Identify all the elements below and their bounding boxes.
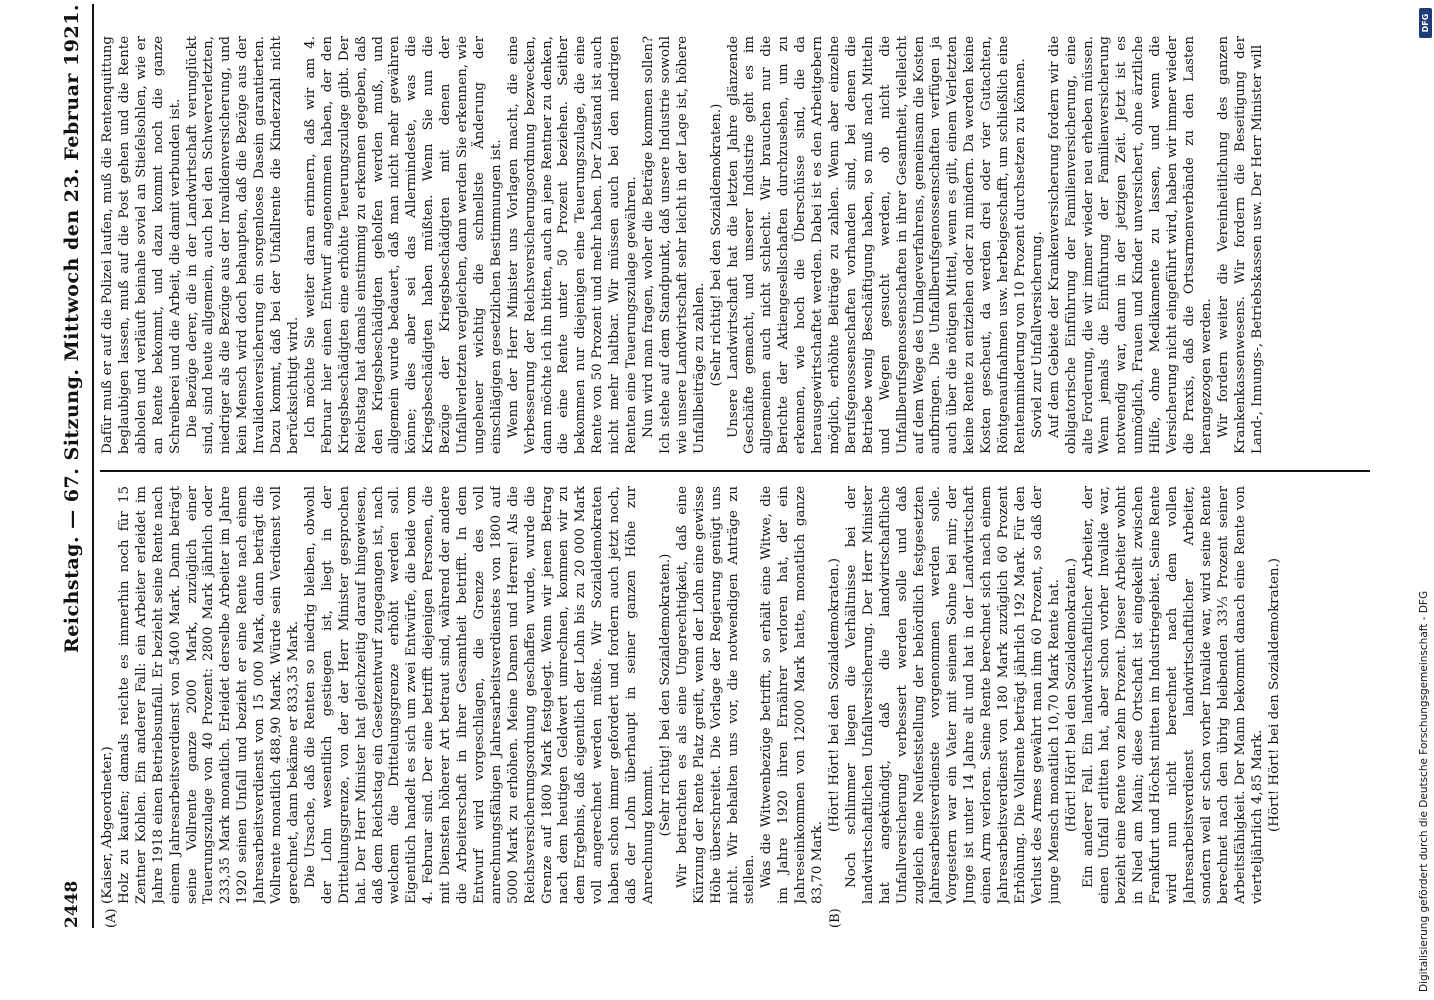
paragraph: Was die Witwenbezüge betrifft, so erhält eine Witwe, die im Jahre 1920 ihren Ernährer verloren hat, der ein Jahreseinkommen von 12000 Mark hatte, monatlich ganze 83,70 Mark. [759, 486, 826, 904]
paragraph: Die Ursache, daß die Renten so niedrig bleiben, obwohl der Lohn wesentlich gestiegen ist, liegt in der Drittelungsgrenze, von der der Herr Minister gesprochen hat. Der Herr Minister hat gleichzeitig darauf hingewiesen, daß dem Reichstag ein Gesetzentwurf zugegangen ist, nach welchem die Drittelungsgrenze erhöht werden soll. Eigentlich handelt es sich um zwei Entwürfe, die beide vom 4. Februar sind. Der eine betrifft diejenigen Personen, die mit Diensten höherer Art betraut sind, während der andere die Arbeiterschaft in ihrer Gesamtheit betrifft. In dem Entwurf wird vorgeschlagen, die Grenze des voll anrechnungsfähigen Jahresarbeitsverdienstes von 1800 auf 5000 Mark zu erhöhen. Meine Damen und Herren! Als die Reichsversicherungsordnung geschaffen wurde, wurde die Grenze auf 1800 Mark festgelegt. Wenn wir jenen Betrag nach dem heutigen Geldwert umrechnen, kommen wir zu dem Ergebnis, daß eigentlich der Lohn bis zu 20 000 Mark voll angerechnet werden müßte. Wir Sozialdemokraten haben schon immer gefordert und fordern auch jetzt noch, daß der Lohn überhaupt in seiner ganzen Höhe zur Anrechnung kommt. [302, 486, 656, 904]
column-divider [100, 471, 1370, 473]
page-header [52, 4, 94, 928]
paragraph: Unsere Landwirtschaft hat die letzten Jahre glänzende Geschäfte gemacht, und unserer Industrie geht es im allgemeinen auch nicht schlecht. Wir brauchen nur die Berichte der Aktiengesellschaften durchzusehen, um zu erkennen, wie hoch die Überschüsse sind, die da herausgewirtschaftet werden. Dabei ist es den Arbeitgebern möglich, erhöhte Beiträge zu zahlen. Wenn aber einzelne Berufsgenossenschaften vorhanden sind, bei denen die Betriebe wenig Beschäftigung haben, so muß nach Mitteln und Wegen gesucht werden, ob nicht die Unfallberufsgenossenschaften in ihrer Gesamtheit, vielleicht auf dem Wege des Umlageverfahrens, gemeinsam die Kosten aufbringen. Die Unfallberufsgenossenschaften verfügen ja auch über die nötigen Mittel, wenn es gilt, einem Verletzten keine Rente zu entziehen oder zu mindern. Da werden keine Kosten gescheut, da werden drei oder vier Gutachten, Röntgenaufnahmen usw. herbeigeschafft, um schließlich eine Rentenminderung von 10 Prozent durchsetzen zu können. [725, 36, 1028, 454]
margin-mark-a: (A) [104, 908, 119, 928]
interjection: (Hört! Hört! bei den Sozialdemokraten.) [1266, 558, 1282, 832]
paragraph: Ein anderer Fall. Ein landwirtschaftlicher Arbeiter, der einen Unfall erlitten hat, aber schon vorher Invalide war, bezieht eine Rente von zehn Prozent. Dieser Arbeiter wohnt in Nied am Main; diese Ortschaft ist eingekeilt zwischen Frankfurt und Höchst mitten im Industriegebiet. Seine Rente wird nun nicht berechnet nach dem vollen Jahresarbeitsverdienst landwirtschaftlicher Arbeiter, sondern weil er schon vorher Invalide war, wird seine Rente berechnet nach den übrig bleibenden 33⅓ Prozent seiner Arbeitsfähigkeit. Der Mann bekommt danach eine Rente von vierteljährlich 4,85 Mark. [1080, 486, 1265, 904]
running-title: Reichstag. — 67. Sitzung. Mittwoch den 23. Februar 1921. [61, 4, 83, 654]
paragraph: Dafür muß er auf die Polizei laufen, muß die Rentenquittung beglaubigen lassen, muß auf die Post gehen und die Rente abholen und verläuft beinahe soviel an Stiefelsohlen, wie er an Rente bekommt, und dazu kommt noch die ganze Schreiberei und die Arbeit, die damit verbunden ist. [100, 36, 183, 454]
paragraph: Ich möchte Sie weiter daran erinnern, daß wir am 4. Februar hier einen Entwurf angenommen haben, der den Kriegsbeschädigten eine erhöhte Teuerungszulage gibt. Der Reichstag hat damals einstimmig zu erkennen gegeben, daß den Kriegsbeschädigten geholfen werden muß, und allgemein wurde bedauert, daß man nicht mehr gewähren könne; dies aber sei das Allermindeste, was die Kriegsbeschädigten haben müßten. Wenn Sie nun die Bezüge der Kriegsbeschädigten mit denen der Unfallverletzten vergleichen, dann werden Sie erkennen, wie ungeheuer wichtig die schnellste Änderung der einschlägigen gesetzlichen Bestimmungen ist. [302, 36, 504, 454]
digitization-text: Digitalisierung gefördert durch die Deutsche Forschungsgemeinschaft - DFG [1418, 590, 1430, 992]
interjection: (Hört! Hört! bei den Sozialdemokraten.) [1063, 558, 1079, 832]
margin-mark-b: (B) [828, 908, 843, 928]
right-column [100, 36, 1380, 454]
paragraph: Nun wird man fragen, woher die Beträge kommen sollen? Ich stehe auf dem Standpunkt, daß unsere Industrie sowohl wie unsere Landwirtschaft sehr leicht in der Lage ist, höhere Unfallbeiträge zu zahlen. [641, 36, 707, 454]
interjection: (Hört! Hört! bei den Sozialdemokraten.) [826, 558, 842, 832]
paragraph: Auf dem Gebiete der Krankenversicherung fordern wir die obligatorische Einführung der Familienversicherung, eine alte Forderung, die wir immer wieder neu erheben müssen. Wenn jemals die Einführung der Familienversicherung notwendig war, dann in der jetzigen Zeit. Jetzt ist es unmöglich, Frauen und Kinder unversichert, ohne ärztliche Hilfe, ohne Medikamente zu lassen, und wenn die Versicherung nicht eingeführt wird, haben wir immer wieder die Praxis, daß die Ortsarmenverbände zu den Lasten herangezogen werden. [1046, 36, 1214, 454]
paragraph: Holz zu kaufen; damals reichte es immerhin noch für 15 Zentner Kohlen. Ein anderer Fall: ein Arbeiter erleidet im Jahre 1918 einen Betriebsunfall. Er bezieht seine Rente nach einem Jahresarbeitsverdienst von 5400 Mark. Dann beträgt seine Vollrente ganze 2000 Mark, zuzüglich einer Teuerungszulage von 40 Prozent: 2800 Mark jährlich oder 233,35 Mark monatlich. Erleidet derselbe Arbeiter im Jahre 1920 seinen Unfall und bezieht er eine Rente nach einem Jahresarbeitsverdienst von 15 000 Mark, dann beträgt die Vollrente monatlich 488,90 Mark. Würde sein Verdienst voll gerechnet, dann bekäme er 833,35 Mark. [116, 486, 301, 904]
left-column [100, 486, 1380, 904]
dfg-logo-text: DFG [1421, 13, 1430, 33]
speaker-line: (Kaiser, Abgeordneter.) [100, 746, 115, 904]
interjection: (Sehr richtig! bei den Sozialdemokraten.) [708, 103, 724, 387]
interjection: (Sehr richtig! bei den Sozialdemokraten.) [657, 553, 673, 837]
paragraph: Wenn der Herr Minister uns Vorlagen macht, die eine Verbesserung der Reichsversicherungsordnung bezwecken, dann möchte ich ihn bitten, auch an jene Rentner zu denken, die eine Rente unter 50 Prozent beziehen. Seither bekommen nur diejenigen eine Teuerungszulage, die eine Rente von 50 Prozent und mehr haben. Der Zustand ist auch nicht mehr haltbar. Wir müssen auch bei den niedrigen Renten eine Teuerungszulage gewähren. [505, 36, 640, 454]
paragraph: Soviel zur Unfallversicherung. [1029, 231, 1045, 438]
paragraph: Wir betrachten es als eine Ungerechtigkeit, daß eine Kürzung der Rente Platz greift, wenn der Lohn eine gewisse Höhe überschreitet. Die Vorlage der Regierung genügt uns nicht. Wir behalten uns vor, die notwendigen Anträge zu stellen. [674, 486, 758, 904]
page-number: 2448 [62, 880, 82, 928]
paragraph: Noch schlimmer liegen die Verhältnisse bei der landwirtschaftlichen Unfallversicherung. Der Herr Minister hat angekündigt, daß die landwirtschaftliche Unfallversicherung verbessert werden solle und daß zugleich eine Neufeststellung der behördlich festgesetzten Jahresarbeitsverdienste vorgenommen werden solle. Vorgestern war ein Vater mit seinem Sohne bei mir; der Junge ist unter 14 Jahre alt und hat in der Landwirtschaft einen Arm verloren. Seine Rente berechnet sich nach einem Jahresarbeitsverdienst von 180 Mark zuzüglich 60 Prozent Erhöhung. Die Vollrente beträgt jährlich 192 Mark. Für den Verlust des Armes gewährt man ihm 60 Prozent, so daß der junge Mensch monatlich 10,70 Mark Rente hat. [843, 486, 1062, 904]
digitization-note [1416, 8, 1432, 992]
paragraph: Die Bezüge derer, die in der Landwirtschaft verunglückt sind, sind heute allgemein, auch bei den Schwerverletzten, niedriger als die Bezüge aus der Invalidenversicherung, und kein Mensch wird doch behaupten, daß die Bezüge aus der Invalidenversicherung ein sorgenloses Dasein garantierten. Dazu kommt, daß bei der Unfallrente die Kinderzahl nicht berücksichtigt wird. [184, 36, 301, 454]
paragraph: Wir fordern weiter die Vereinheitlichung des ganzen Krankenkassenwesens. Wir fordern die Beseitigung der Land-, Innungs-, Betriebskassen usw. Der Herr Minister will [1215, 36, 1265, 454]
